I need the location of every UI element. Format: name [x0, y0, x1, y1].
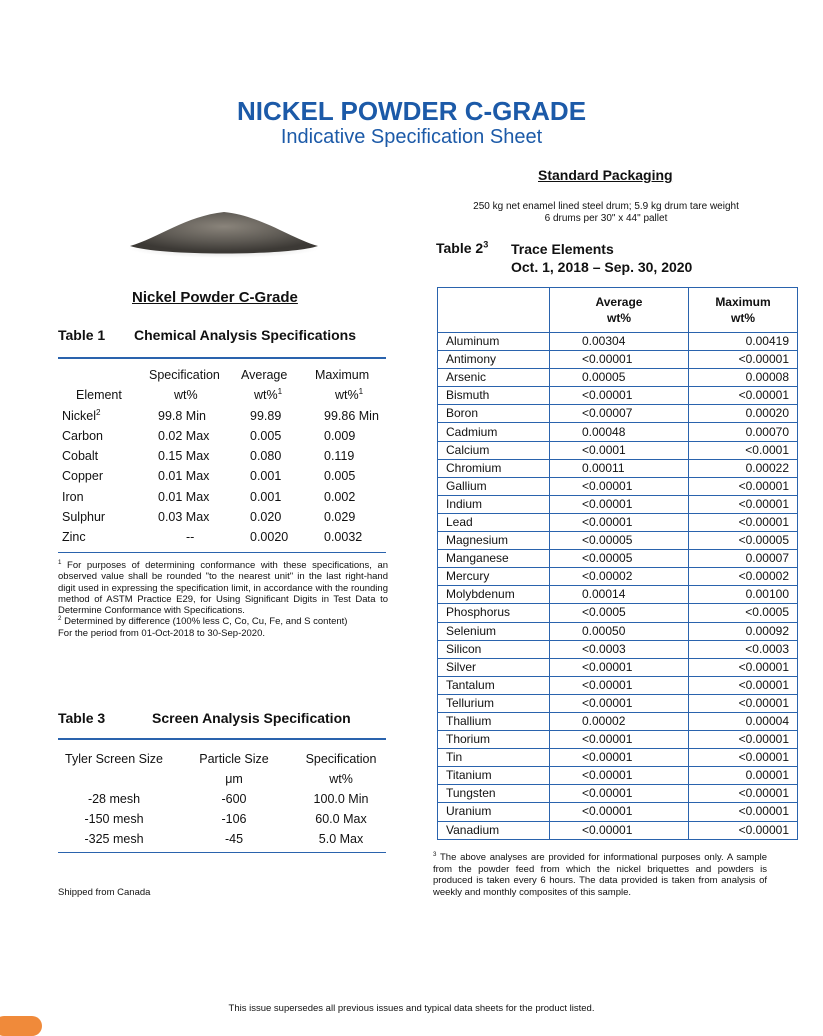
- table-row: Cobalt 0.15 Max 0.080 0.119: [62, 449, 355, 464]
- maximum-cell: <0.00001: [689, 821, 798, 839]
- element-cell: Chromium: [438, 459, 550, 477]
- col-spec-unit: wt%: [174, 388, 198, 403]
- element-cell: Antimony: [438, 351, 550, 369]
- average-cell: 0.00005: [550, 369, 689, 387]
- average-cell: <0.00005: [550, 550, 689, 568]
- maximum-cell: 0.00001: [689, 767, 798, 785]
- maximum-cell: 0.00020: [689, 405, 798, 423]
- maximum-cell: <0.00001: [689, 803, 798, 821]
- table-row: -150 mesh -106 60.0 Max: [84, 812, 367, 826]
- maximum-cell: <0.00001: [689, 658, 798, 676]
- average-cell: <0.00001: [550, 767, 689, 785]
- table-row: [438, 495, 798, 513]
- table2-body: [438, 333, 798, 840]
- maximum-cell: 0.00419: [689, 333, 798, 351]
- packaging-heading: Standard Packaging: [538, 167, 673, 183]
- table3-top-rule: [58, 738, 386, 740]
- table-row: [438, 423, 798, 441]
- table-row: [438, 749, 798, 767]
- average-cell: <0.0003: [550, 640, 689, 658]
- element-cell: Uranium: [438, 803, 550, 821]
- table-row: [438, 459, 798, 477]
- col-max-header: Maximum: [315, 368, 370, 382]
- table1-header-row1: [58, 366, 388, 386]
- table-row: [438, 405, 798, 423]
- packaging-line-1: 250 kg net enamel lined steel drum; 5.9 kg drum tare weight: [473, 201, 739, 212]
- maximum-cell: <0.00001: [689, 785, 798, 803]
- element-cell: Tungsten: [438, 785, 550, 803]
- table-row: Copper 0.01 Max 0.001 0.005: [62, 469, 356, 484]
- element-cell: Tin: [438, 749, 550, 767]
- element-cell: Manganese: [438, 550, 550, 568]
- supersedes-notice: This issue supersedes all previous issues and typical data sheets for the product listed.: [228, 1003, 595, 1014]
- maximum-cell: <0.00002: [689, 568, 798, 586]
- footnotes: [58, 560, 388, 639]
- element-cell: Calcium: [438, 441, 550, 459]
- col-avg-unit: wt%$^1$: [254, 387, 283, 403]
- table-row: [438, 821, 798, 839]
- product-heading: Nickel Powder C-Grade: [132, 289, 298, 306]
- average-cell: <0.00001: [550, 351, 689, 369]
- average-cell: <0.00001: [550, 387, 689, 405]
- col-spec-header: Specification: [149, 368, 220, 382]
- powder-pile-image: [128, 198, 320, 260]
- table3-title: Screen Analysis Specification: [152, 710, 351, 726]
- table1-title: Chemical Analysis Specifications: [134, 327, 357, 343]
- table3-bottom-rule: [58, 852, 386, 853]
- average-cell: 0.00304: [550, 333, 689, 351]
- table2-header-row: [438, 288, 798, 333]
- table-row: [438, 694, 798, 712]
- maximum-cell: 0.00022: [689, 459, 798, 477]
- maximum-cell: <0.0001: [689, 441, 798, 459]
- table-row: [438, 676, 798, 694]
- table-row: [438, 387, 798, 405]
- average-cell: <0.00001: [550, 749, 689, 767]
- average-cell: <0.00002: [550, 568, 689, 586]
- table-row: Iron 0.01 Max 0.001 0.002: [62, 489, 356, 504]
- table3-label: Table 3: [58, 710, 106, 726]
- average-cell: <0.00001: [550, 676, 689, 694]
- average-cell: <0.00001: [550, 658, 689, 676]
- table-row: [438, 785, 798, 803]
- average-cell: <0.00007: [550, 405, 689, 423]
- average-cell: <0.00001: [550, 785, 689, 803]
- table-row: Carbon 0.02 Max 0.005 0.009: [62, 428, 356, 443]
- average-cell: 0.00048: [550, 423, 689, 441]
- shipped-from: Shipped from Canada: [58, 887, 151, 898]
- table-row: [438, 477, 798, 495]
- maximum-cell: <0.00001: [689, 495, 798, 513]
- screen-analysis-table: [58, 750, 388, 850]
- trace-elements-table: [437, 287, 798, 840]
- table2-label: Table $2^3$: [436, 239, 489, 256]
- element-cell: Mercury: [438, 568, 550, 586]
- element-cell: Indium: [438, 495, 550, 513]
- average-cell: <0.0005: [550, 604, 689, 622]
- maximum-cell: 0.00004: [689, 712, 798, 730]
- table-row: -28 mesh -600 100.0 Min: [87, 792, 369, 806]
- footnote-2: $^2$ Determined by difference (100% less C, Co, Cu, Fe, and S content) For the period from 01-Oct-2018 to 30-Sep-2020.: [58, 615, 348, 639]
- maximum-cell: <0.00001: [689, 351, 798, 369]
- table-row: [438, 712, 798, 730]
- average-cell: <0.00001: [550, 477, 689, 495]
- chemical-analysis-table: [58, 366, 388, 549]
- average-cell: <0.00001: [550, 731, 689, 749]
- element-cell: Silicon: [438, 640, 550, 658]
- maximum-cell: 0.00100: [689, 586, 798, 604]
- col-element-header: [438, 288, 550, 333]
- table1-header-row2: [58, 386, 388, 406]
- maximum-cell: <0.0005: [689, 604, 798, 622]
- table-row: [438, 333, 798, 351]
- element-cell: Molybdenum: [438, 586, 550, 604]
- table3-header-row1: Tyler Screen Size Particle Size Specification: [65, 752, 377, 766]
- average-cell: 0.00002: [550, 712, 689, 730]
- table-row: Nickel$^2$ 99.8 Min 99.89 99.86 Min: [62, 407, 379, 423]
- maximum-cell: 0.00007: [689, 550, 798, 568]
- table-row: [438, 622, 798, 640]
- document-title: NICKEL POWDER C-GRADE: [236, 96, 587, 126]
- table1-bottom-rule: [58, 552, 386, 553]
- table-row: [438, 586, 798, 604]
- table-row: [438, 441, 798, 459]
- table1-label: Table 1: [58, 327, 106, 343]
- table-row: Sulphur 0.03 Max 0.020 0.029: [62, 510, 356, 525]
- maximum-cell: <0.00001: [689, 694, 798, 712]
- maximum-cell: <0.0003: [689, 640, 798, 658]
- col-average-header: Average wt%: [550, 288, 689, 333]
- table-row: [438, 550, 798, 568]
- footnote-1: $^1$ For purposes of determining conformance with these specifications, an observed value shall be rounded "to the nearest unit" in the last right-hand digit used in expressing the specification limit, in accordance with the rounding method of ASTM Practice E29, for Using Significant Digits in Test Data to Determine Conformance with Specifications.: [58, 558, 389, 617]
- table-row: -325 mesh -45 5.0 Max: [84, 832, 364, 846]
- table3-header-row2: μm wt%: [225, 772, 353, 786]
- element-cell: Tellurium: [438, 694, 550, 712]
- element-cell: Vanadium: [438, 821, 550, 839]
- table-row: [438, 731, 798, 749]
- table-row: Zinc -- 0.0020 0.0032: [62, 530, 363, 545]
- maximum-cell: 0.00092: [689, 622, 798, 640]
- element-cell: Bismuth: [438, 387, 550, 405]
- element-cell: Magnesium: [438, 532, 550, 550]
- element-cell: Lead: [438, 513, 550, 531]
- average-cell: <0.00001: [550, 803, 689, 821]
- element-cell: Arsenic: [438, 369, 550, 387]
- maximum-cell: <0.00001: [689, 513, 798, 531]
- col-element-header: Element: [76, 388, 122, 403]
- maximum-cell: <0.00001: [689, 477, 798, 495]
- table-row: [438, 568, 798, 586]
- element-cell: Silver: [438, 658, 550, 676]
- element-cell: Phosphorus: [438, 604, 550, 622]
- element-cell: Tantalum: [438, 676, 550, 694]
- packaging-line-2: 6 drums per 30" x 44" pallet: [544, 213, 668, 224]
- average-cell: <0.00005: [550, 532, 689, 550]
- table-row: [438, 369, 798, 387]
- col-max-unit: wt%$^1$: [335, 387, 364, 403]
- table-row: [438, 658, 798, 676]
- element-cell: Titanium: [438, 767, 550, 785]
- average-cell: <0.0001: [550, 441, 689, 459]
- maximum-cell: <0.00001: [689, 731, 798, 749]
- element-cell: Cadmium: [438, 423, 550, 441]
- average-cell: 0.00011: [550, 459, 689, 477]
- table2-title: Trace Elements Oct. 1, 2018 – Sep. 30, 2020: [511, 241, 693, 275]
- average-cell: <0.00001: [550, 495, 689, 513]
- table-row: [438, 604, 798, 622]
- maximum-cell: <0.00001: [689, 749, 798, 767]
- col-avg-header: Average: [241, 368, 288, 382]
- maximum-cell: <0.00005: [689, 532, 798, 550]
- table-row: [438, 532, 798, 550]
- element-cell: Selenium: [438, 622, 550, 640]
- element-cell: Boron: [438, 405, 550, 423]
- table-row: [438, 640, 798, 658]
- footnote-3: $^3$ The above analyses are provided for informational purposes only. A sample from the powder feed from which the nickel briquettes and powders is produced is taken every 6 hours. The data provided is taken from analysis of weekly and monthly composites of this sample.: [433, 850, 767, 898]
- table1-top-rule: [58, 357, 386, 359]
- average-cell: 0.00014: [550, 586, 689, 604]
- col-maximum-header: Maximum wt%: [689, 288, 798, 333]
- maximum-cell: 0.00008: [689, 369, 798, 387]
- table-row: [438, 351, 798, 369]
- average-cell: <0.00001: [550, 821, 689, 839]
- average-cell: <0.00001: [550, 694, 689, 712]
- element-cell: Thallium: [438, 712, 550, 730]
- document-subtitle: Indicative Specification Sheet: [280, 126, 543, 148]
- table-row: [438, 513, 798, 531]
- element-cell: Gallium: [438, 477, 550, 495]
- maximum-cell: 0.00070: [689, 423, 798, 441]
- average-cell: <0.00001: [550, 513, 689, 531]
- element-cell: Aluminum: [438, 333, 550, 351]
- table-row: [438, 803, 798, 821]
- corner-tab: [0, 1016, 42, 1036]
- maximum-cell: <0.00001: [689, 387, 798, 405]
- average-cell: 0.00050: [550, 622, 689, 640]
- table-row: [438, 767, 798, 785]
- element-cell: Thorium: [438, 731, 550, 749]
- maximum-cell: <0.00001: [689, 676, 798, 694]
